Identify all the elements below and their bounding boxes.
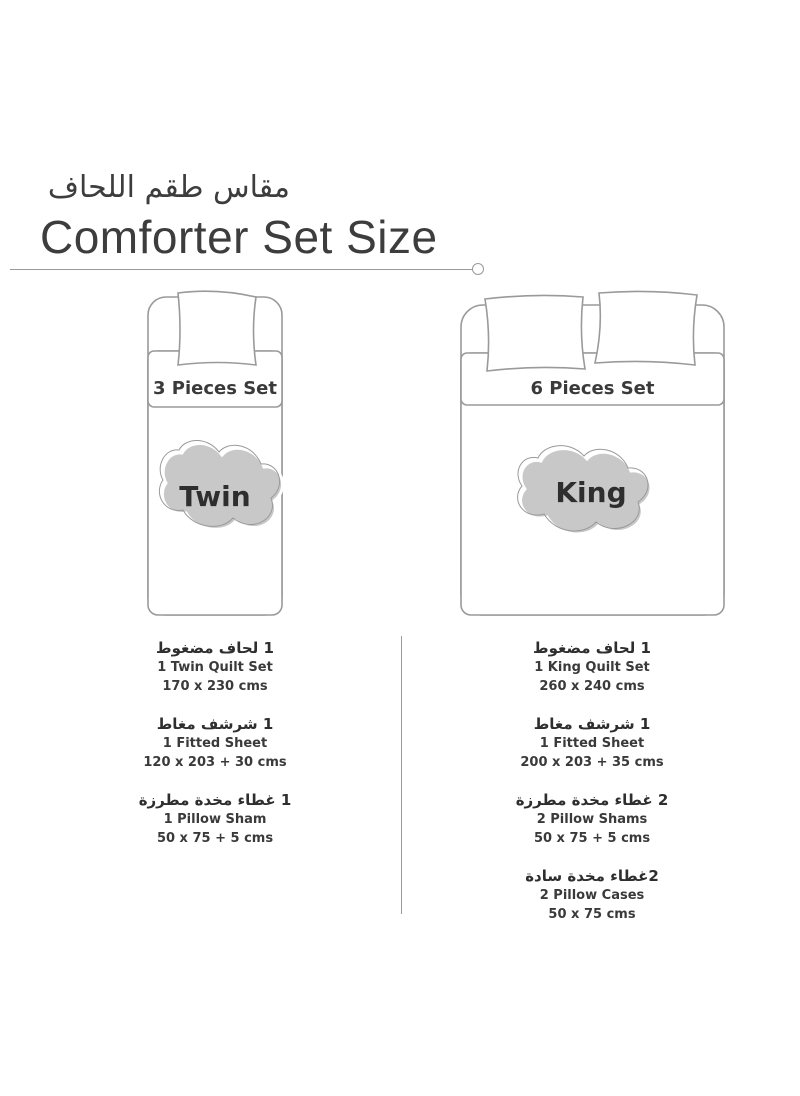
king-pillow-left xyxy=(485,295,585,371)
item-arabic: 1 شرشف مغاط xyxy=(533,715,651,733)
item-size: 50 x 75 + 5 cms xyxy=(156,831,274,846)
list-item xyxy=(482,638,702,696)
twin-contents xyxy=(110,638,320,866)
item-arabic: 1 شرشف مغاط xyxy=(156,715,274,733)
title-arabic: مقاس طقم اللحاف xyxy=(47,170,290,205)
column-divider xyxy=(401,636,402,914)
item-arabic: 1 لحاف مضغوط xyxy=(533,639,651,657)
king-pillow-right xyxy=(595,291,697,365)
item-name: 1 King Quilt Set xyxy=(534,660,650,675)
list-item xyxy=(110,790,320,848)
item-arabic: 2غطاء مخدة سادة xyxy=(525,867,659,885)
king-size-label: King xyxy=(555,476,627,509)
item-name: 1 Fitted Sheet xyxy=(162,736,268,751)
title-underline-dot xyxy=(472,263,484,275)
list-item xyxy=(482,714,702,772)
list-item xyxy=(110,638,320,696)
list-item xyxy=(482,790,702,848)
item-name: 1 Twin Quilt Set xyxy=(157,660,273,675)
item-name: 2 Pillow Shams xyxy=(536,812,648,827)
title-underline xyxy=(10,269,473,270)
item-name: 2 Pillow Cases xyxy=(539,888,645,903)
king-contents xyxy=(482,638,702,942)
item-arabic: 2 غطاء مخدة مطرزة xyxy=(515,791,669,809)
item-name: 1 Fitted Sheet xyxy=(539,736,645,751)
list-item xyxy=(482,866,702,924)
king-bed-illustration xyxy=(455,285,730,620)
twin-set-label: 3 Pieces Set xyxy=(153,378,277,399)
twin-pillow xyxy=(178,291,256,365)
title-english: Comforter Set Size xyxy=(40,211,438,263)
item-size: 170 x 230 cms xyxy=(162,679,268,694)
item-size: 50 x 75 cms xyxy=(548,907,636,922)
item-arabic: 1 غطاء مخدة مطرزة xyxy=(138,791,292,809)
twin-bed-illustration xyxy=(140,285,290,620)
item-size: 260 x 240 cms xyxy=(539,679,645,694)
item-arabic: 1 لحاف مضغوط xyxy=(156,639,274,657)
item-size: 120 x 203 + 30 cms xyxy=(143,755,287,770)
item-name: 1 Pillow Sham xyxy=(163,812,267,827)
king-set-label: 6 Pieces Set xyxy=(530,378,655,399)
item-size: 200 x 203 + 35 cms xyxy=(520,755,664,770)
twin-size-label: Twin xyxy=(179,480,251,513)
list-item xyxy=(110,714,320,772)
item-size: 50 x 75 + 5 cms xyxy=(533,831,651,846)
